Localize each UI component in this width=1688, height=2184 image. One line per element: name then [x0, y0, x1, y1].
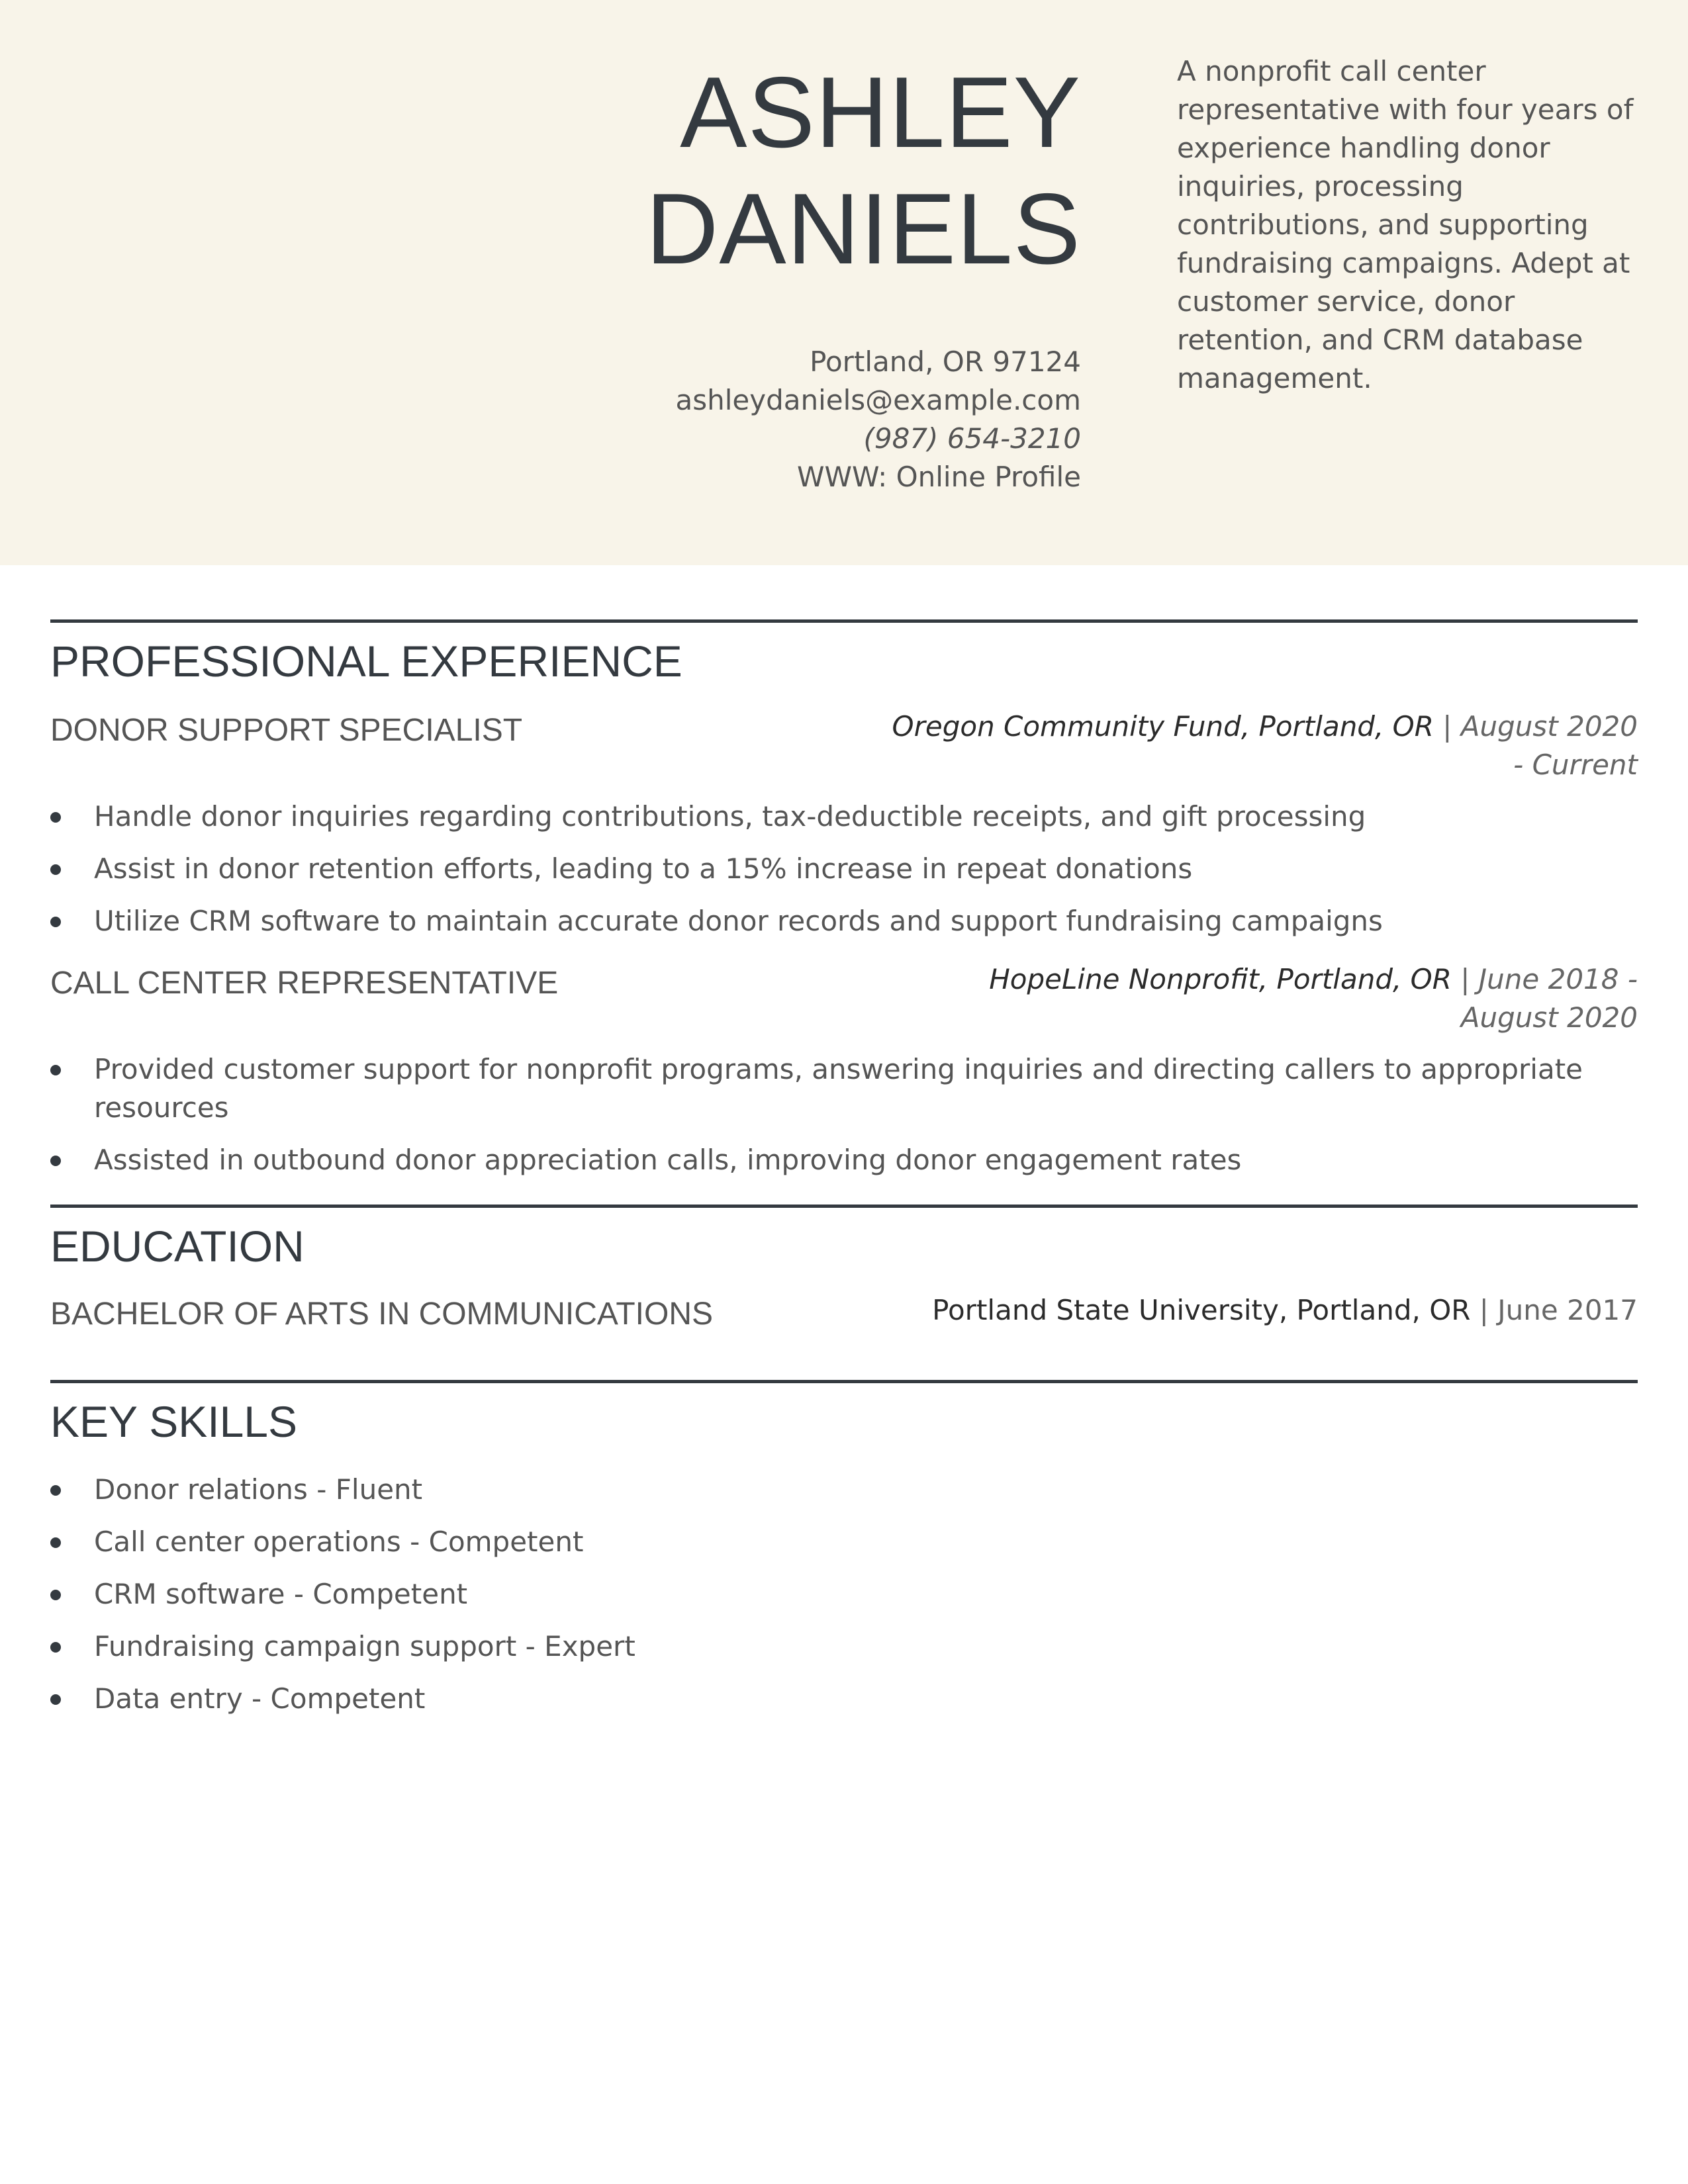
- education-heading: EDUCATION: [50, 1222, 305, 1271]
- meta-separator: |: [1433, 710, 1461, 743]
- job-title: CALL CENTER REPRESENTATIVE: [50, 966, 559, 1001]
- list-item: Assisted in outbound donor appreciation calls, improving donor engagement rates: [50, 1141, 1638, 1179]
- list-item: Call center operations - Competent: [50, 1523, 1638, 1561]
- education-entry: [50, 1291, 1638, 1334]
- list-item: Donor relations - Fluent: [50, 1471, 1638, 1509]
- meta-separator: |: [1451, 963, 1479, 995]
- meta-separator: |: [1470, 1294, 1498, 1326]
- job-entry: [50, 960, 1638, 1179]
- graduation-date: June 2017: [1497, 1294, 1638, 1326]
- job-header: [50, 707, 1638, 784]
- contact-email[interactable]: ashleydaniels@example.com: [675, 384, 1081, 416]
- experience-section: [50, 619, 1638, 1179]
- list-item: CRM software - Competent: [50, 1575, 1638, 1614]
- resume-header: [0, 0, 1688, 565]
- job-dates-end: - Current: [1513, 749, 1638, 781]
- education-header: [50, 1291, 1638, 1334]
- job-dates-end: August 2020: [1460, 1001, 1638, 1034]
- skills-heading: KEY SKILLS: [50, 1397, 298, 1446]
- last-name: DANIELS: [645, 173, 1081, 285]
- contact-info: [675, 343, 1081, 496]
- job-title: DONOR SUPPORT SPECIALIST: [50, 713, 523, 748]
- first-name: ASHLEY: [680, 56, 1081, 169]
- job-dates-start: August 2020: [1460, 710, 1638, 743]
- contact-phone: (987) 654-3210: [863, 422, 1081, 455]
- list-item: Handle donor inquiries regarding contributions, tax-deductible receipts, and gift processing: [50, 797, 1638, 836]
- resume-body: [50, 619, 1638, 1732]
- list-item: Provided customer support for nonprofit programs, answering inquiries and directing callers to appropriate resources: [50, 1050, 1638, 1127]
- candidate-name: [646, 54, 1081, 287]
- job-header: [50, 960, 1638, 1037]
- list-item: Assist in donor retention efforts, leading to a 15% increase in repeat donations: [50, 850, 1638, 888]
- education-section: [50, 1205, 1638, 1334]
- job-bullets: [50, 1050, 1638, 1179]
- list-item: Utilize CRM software to maintain accurate donor records and support fundraising campaigns: [50, 902, 1638, 940]
- skills-list: [50, 1471, 1638, 1718]
- job-dates-start: June 2018 -: [1478, 963, 1638, 995]
- list-item: Data entry - Competent: [50, 1680, 1638, 1718]
- degree-title: BACHELOR OF ARTS IN COMMUNICATIONS: [50, 1297, 713, 1332]
- job-entry: [50, 707, 1638, 940]
- job-organization: HopeLine Nonprofit, Portland, OR: [989, 963, 1452, 995]
- professional-summary: A nonprofit call center representative with four years of experience handling donor inquiries, processing contributions, and supporting fundraising campaigns. Adept at customer service, donor retention, and CRM database management.: [1177, 55, 1634, 394]
- list-item: Fundraising campaign support - Expert: [50, 1627, 1638, 1666]
- job-bullets: [50, 797, 1638, 940]
- job-meta: [892, 707, 1638, 784]
- contact-location: Portland, OR 97124: [810, 345, 1081, 378]
- contact-website[interactable]: WWW: Online Profile: [796, 461, 1081, 493]
- job-meta: [989, 960, 1638, 1037]
- job-organization: Oregon Community Fund, Portland, OR: [892, 710, 1434, 743]
- skills-section: [50, 1380, 1638, 1718]
- school-name: Portland State University, Portland, OR: [932, 1294, 1471, 1326]
- education-meta: [932, 1291, 1638, 1330]
- experience-heading: PROFESSIONAL EXPERIENCE: [50, 637, 682, 686]
